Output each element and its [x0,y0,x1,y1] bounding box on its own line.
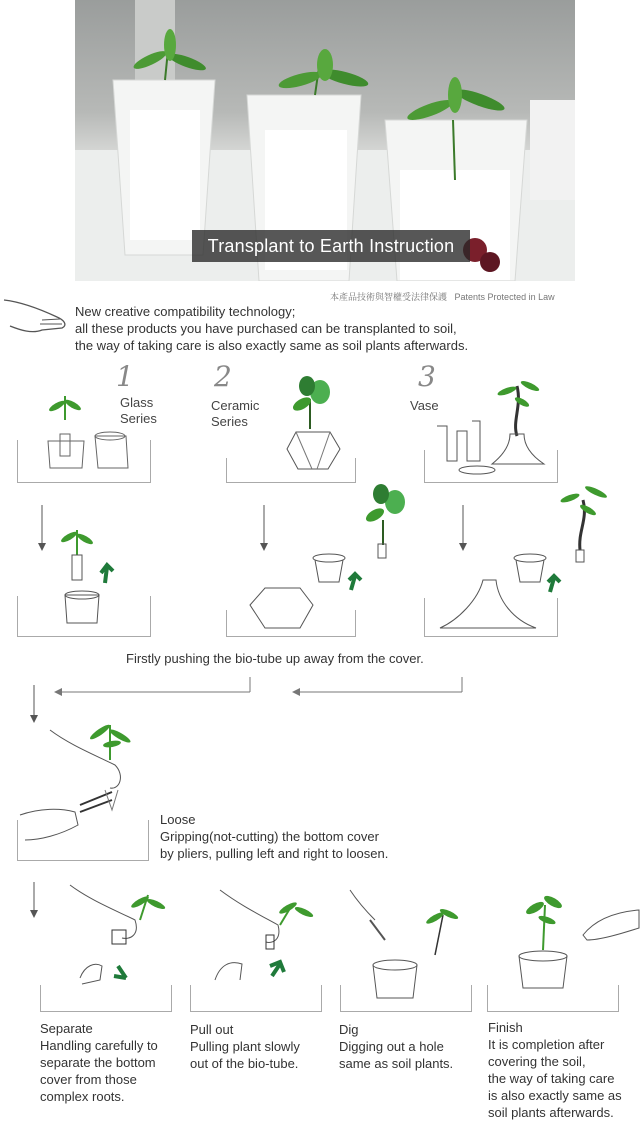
intro-text [75,303,635,354]
vase-icon [432,376,552,476]
hand-icon [2,292,72,342]
intro-line-2: all these products you have purchased can be transplanted to soil, [75,321,457,336]
pull-out-title: Pull out [190,1022,234,1037]
glass-cup-icon [40,396,140,476]
loose-caption [160,811,388,862]
series-3-number: 3 [418,360,436,393]
patent-notice [330,290,555,303]
intro-line-3: the way of taking care is also exactly same as soil plants afterwards. [75,338,469,353]
down-arrow-icon [22,880,52,920]
ceramic-push-illustration [245,480,415,630]
flow-connector [0,675,640,725]
series-2-number: 2 [214,360,232,393]
finish-illustration [505,880,640,990]
finish-title: Finish [488,1020,523,1035]
pliers-illustration [20,720,160,860]
patent-english: Patents Protected in Law [454,292,555,302]
dig-title: Dig [339,1022,359,1037]
push-caption: Firstly pushing the bio-tube up away from the cover. [126,651,424,666]
step-separate: Separate Handling carefully to separate the bottom cover from those complex roots. [40,1021,158,1104]
step-finish: Finish It is completion after covering the soil, the way of taking care is also exactly same as soil plants afterwards. [488,1020,622,1120]
loose-line-1: Gripping(not-cutting) the bottom cover [160,829,379,844]
banner-title: Transplant to Earth Instruction [192,230,470,262]
series-3-label: Vase [410,398,439,413]
ceramic-pot-icon [282,374,352,474]
step-dig: Dig Digging out a hole same as soil plants. [339,1022,454,1071]
step-pull-out: Pull out Pulling plant slowly out of the bio-tube. [190,1022,300,1071]
pull-out-illustration [200,880,320,990]
vase-push-illustration [438,480,628,630]
separate-illustration [60,880,170,990]
intro-line-1: New creative compatibility technology; [75,304,296,319]
series-1-label: Glass Series [120,395,157,426]
loose-line-2: by pliers, pulling left and right to loosen. [160,846,389,861]
loose-title: Loose [160,812,196,827]
separate-title: Separate [40,1021,93,1036]
series-1-number: 1 [116,360,134,393]
patent-chinese: 本產品技術與智權受法律保護 [330,292,448,302]
glass-push-illustration [55,525,135,630]
dig-illustration [345,880,465,990]
series-2-label: Ceramic Series [211,398,260,429]
